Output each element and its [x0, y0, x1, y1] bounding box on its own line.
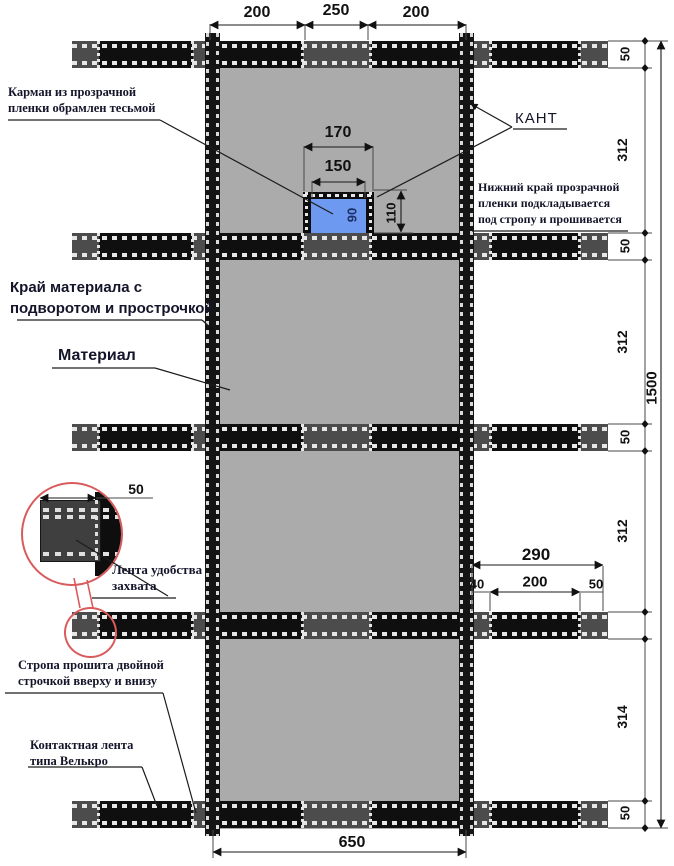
dim-chain-50b: 50 — [617, 238, 633, 254]
horizontal-strap-3 — [72, 424, 608, 451]
film-edge-note-line: под стропу и прошивается — [478, 212, 622, 226]
dim-pocket-outer: 170 — [324, 124, 352, 141]
dim-pocket-full-height: 110 — [383, 202, 399, 224]
vertical-strap-left — [205, 33, 220, 836]
dim-chain-50d: 50 — [617, 805, 633, 821]
horizontal-strap-1 — [72, 41, 608, 68]
dim-chain-312c: 312 — [614, 519, 630, 543]
dim-pocket-height: 90 — [344, 207, 360, 223]
dim-chain-312b: 312 — [614, 330, 630, 354]
velcro-note-line: Контактная лента — [30, 738, 134, 752]
film-edge-note-line: Нижний край прозрачной — [478, 180, 620, 194]
strap-stitch-note-line: Стропа прошита двойной — [18, 658, 164, 672]
velcro-note — [30, 737, 133, 769]
material-edge-note-line: подворотом и прострочкой — [10, 300, 214, 317]
strap-stitch-note — [18, 657, 164, 689]
grip-tape-note-line: захвата — [112, 578, 157, 593]
dim-chain-312a: 312 — [614, 138, 630, 162]
kant-label: КАНТ — [515, 110, 558, 127]
dim-bottom-width: 650 — [338, 834, 366, 851]
detail-stitch-divider — [95, 500, 98, 560]
dim-detail-grip: 50 — [128, 481, 144, 497]
horizontal-strap-5 — [72, 801, 608, 828]
film-edge-note — [478, 179, 622, 227]
detail-stitch-row — [43, 552, 121, 556]
velcro-note-line: типа Велькро — [30, 754, 108, 768]
dim-strap-right-strap: 200 — [522, 573, 548, 591]
dim-overall-height: 1500 — [643, 371, 661, 405]
dim-top-left: 200 — [243, 4, 271, 21]
dim-top-right: 200 — [402, 4, 430, 21]
material-label: Материал — [58, 347, 136, 364]
horizontal-strap-2 — [72, 233, 608, 260]
dim-pocket-inner: 150 — [324, 158, 352, 175]
strap-stitch-note-line: строчкой вверху и внизу — [18, 674, 158, 688]
dim-strap-right-offset: 40 — [469, 576, 485, 592]
pocket-note-line: Карман из прозрачной — [8, 85, 137, 99]
detail-stitch-row — [43, 508, 121, 512]
detail-stitch-row — [43, 515, 121, 519]
detail-source-circle — [64, 607, 117, 658]
grip-tape-note — [112, 562, 202, 594]
vertical-strap-right — [459, 33, 474, 836]
pocket-tape-frame — [303, 192, 374, 233]
dim-top-middle: 250 — [322, 2, 350, 19]
pocket-note — [8, 84, 155, 116]
dim-chain-314: 314 — [614, 705, 630, 729]
film-edge-note-line: пленки подкладывается — [478, 196, 611, 210]
dim-strap-right-end: 50 — [588, 576, 604, 592]
material-edge-note — [10, 277, 214, 319]
dim-chain-50a: 50 — [617, 46, 633, 62]
pocket-note-line: пленки обрамлен тесьмой — [8, 101, 156, 115]
dim-strap-right-total: 290 — [521, 545, 551, 564]
dim-chain-50c: 50 — [617, 429, 633, 445]
grip-tape-note-line: Лента удобства — [112, 562, 203, 577]
detail-callout-circle — [21, 482, 123, 586]
material-edge-note-line: Край материала с — [10, 279, 143, 296]
horizontal-strap-4 — [72, 612, 608, 639]
